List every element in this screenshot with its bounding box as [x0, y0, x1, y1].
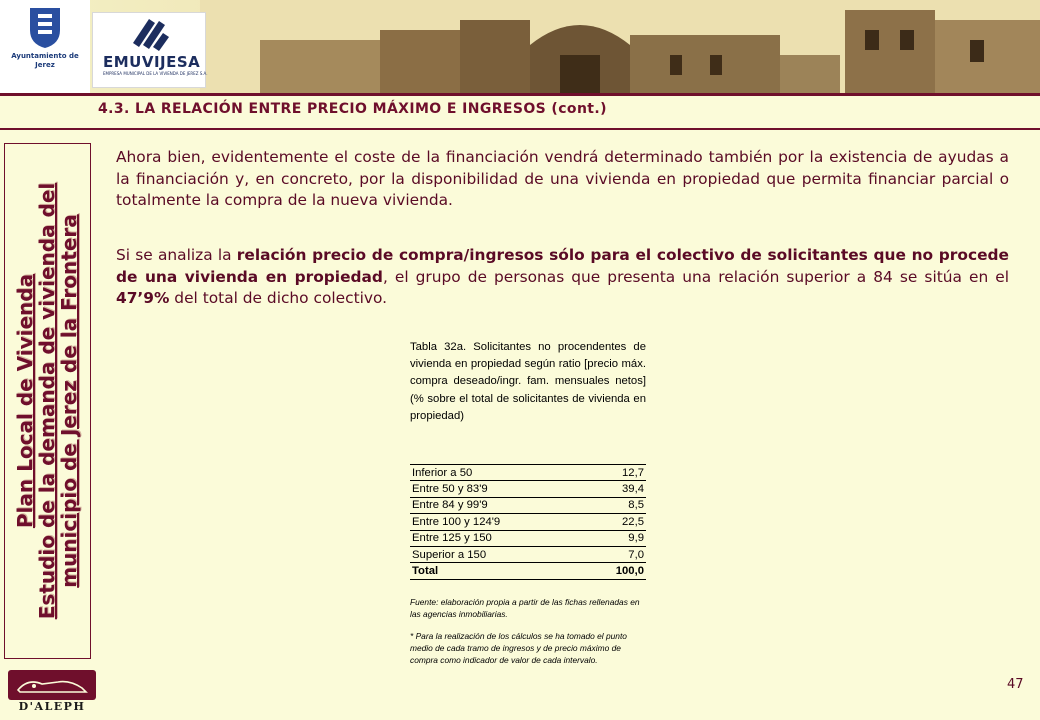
row-label: Superior a 150 [410, 546, 585, 562]
sidebar-frame [4, 143, 91, 659]
row-value: 9,9 [585, 530, 646, 546]
table-title: Tabla 32a. Solicitantes no procendentes de vivienda en propiedad según ratio [precio máx. compra deseado/ingr. fam. mensuales netos] (% sobre el total de solicitantes de vivienda en propiedad) [410, 341, 646, 422]
table-row [410, 514, 646, 530]
row-label: Entre 100 y 124'9 [410, 514, 585, 530]
daleph-brand: D'ALEPH [18, 700, 86, 713]
table-total-row [410, 563, 646, 579]
daleph-emblem-icon [8, 670, 96, 700]
page-number: 47 [1007, 677, 1024, 692]
paragraph-2 [116, 245, 1009, 310]
row-label: Entre 84 y 99'9 [410, 497, 585, 513]
emuvijesa-mark-icon [93, 13, 205, 53]
sidebar-line-2: Estudio de la demanda de vivienda del [35, 182, 59, 620]
sidebar-line-1: Plan Local de Vivienda [13, 273, 37, 529]
row-value: 7,0 [585, 546, 646, 562]
row-label: Entre 50 y 83'9 [410, 481, 585, 497]
emuvijesa-name: EMUVIJESA [103, 53, 201, 71]
table-row [410, 481, 646, 497]
ayuntamiento-label: Ayuntamiento de Jerez [11, 52, 79, 69]
table-source: Fuente: elaboración propia a partir de las fichas rellenadas en las agencias inmobiliarias. [410, 597, 640, 619]
paragraph-2-percentage: 47’9% [116, 289, 170, 307]
paragraph-2-part-e: del total de dicho colectivo. [169, 289, 388, 307]
total-label: Total [410, 563, 585, 579]
total-value: 100,0 [585, 563, 646, 579]
row-label: Entre 125 y 150 [410, 530, 585, 546]
daleph-logo [8, 670, 96, 712]
header-banner [0, 0, 1040, 93]
title-divider [0, 128, 1040, 130]
daleph-emblem [8, 670, 96, 700]
header-divider [0, 93, 1040, 96]
table-row [410, 530, 646, 546]
paragraph-2-part-a: Si se analiza la [116, 246, 237, 264]
ayuntamiento-logo [0, 0, 90, 93]
paragraph-1: Ahora bien, evidentemente el coste de la financiación vendrá determinado también por la existencia de ayudas a la financiación y, en concreto, por la disponibilidad de una vivienda en propiedad que permita financiar parcial o totalmente la compra de la nueva vivienda. [116, 148, 1009, 209]
emuvijesa-subtitle: EMPRESA MUNICIPAL DE LA VIVIENDA DE JEREZ S.A. [103, 71, 208, 76]
paragraph-2-emphasis: relación precio de compra/ingresos sólo para el colectivo de solicitantes que no procede de una vivienda en propiedad [116, 246, 1009, 286]
shield-icon [0, 0, 90, 52]
table-row [410, 465, 646, 481]
row-value: 22,5 [585, 514, 646, 530]
emuvijesa-logo [92, 12, 206, 88]
table-row [410, 546, 646, 562]
sidebar-line-3: municipio de Jerez de la Frontera [57, 214, 81, 588]
table-row [410, 497, 646, 513]
section-title: 4.3. LA RELACIÓN ENTRE PRECIO MÁXIMO E INGRESOS (cont.) [98, 101, 607, 117]
data-table [410, 464, 646, 580]
row-value: 39,4 [585, 481, 646, 497]
sidebar-title [14, 151, 80, 651]
table-footnote: * Para la realización de los cálculos se ha tomado el punto medio de cada tramo de ingresos y de precio máximo de compra como indicador de valor de cada intervalo. [410, 631, 627, 665]
paragraph-2-part-c: , el grupo de personas que presenta una relación superior a 84 se sitúa en el [382, 267, 1009, 286]
row-value: 8,5 [585, 497, 646, 513]
row-label: Inferior a 50 [410, 465, 585, 481]
row-value: 12,7 [585, 465, 646, 481]
cathedral-photo [200, 0, 1040, 93]
